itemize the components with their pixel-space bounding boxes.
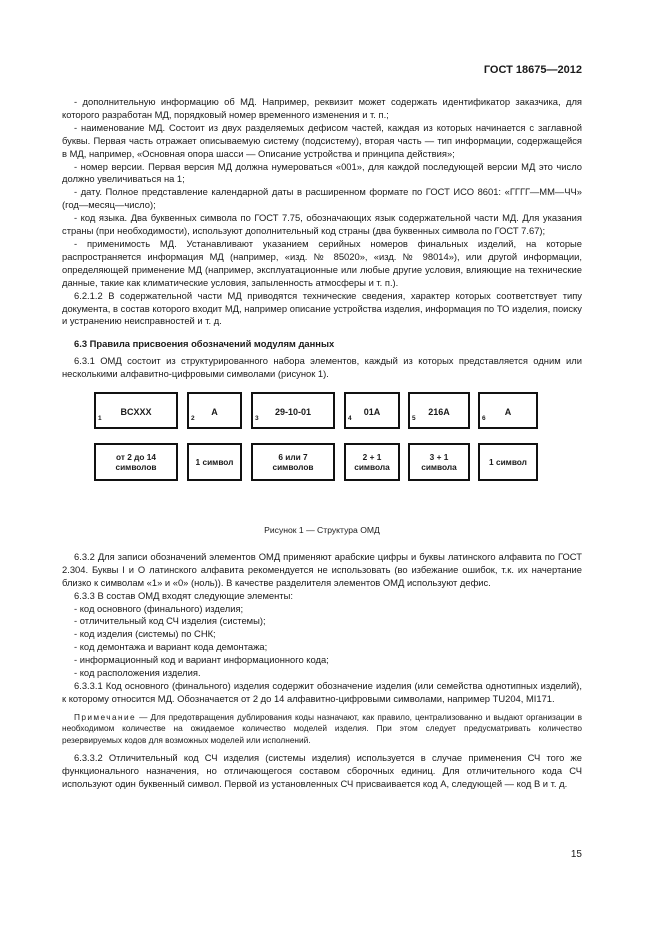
cell-desc: [96, 452, 176, 472]
desc-line: 1 символ: [489, 457, 527, 468]
omd-structure-figure: [62, 389, 582, 514]
cell-number: 1: [98, 415, 102, 423]
cell-number: 4: [348, 415, 352, 423]
desc-line: 2 + 1: [362, 452, 382, 463]
desc-line: символов: [272, 462, 314, 473]
figure-cell-location-code: [478, 392, 538, 429]
standard-code-header: ГОСТ 18675—2012: [483, 64, 582, 76]
desc-line: символа: [354, 462, 390, 473]
cell-desc: [189, 457, 240, 467]
cell-number: 6: [482, 415, 486, 423]
note-label: Примечание: [74, 711, 137, 722]
cell-value: A: [211, 407, 218, 418]
desc-line: от 2 до 14: [115, 452, 157, 463]
cell-value: A: [504, 407, 512, 418]
cell-value: 01A: [363, 407, 381, 418]
note: [62, 712, 582, 747]
paragraph: - применимость МД. Устанавливают указанием серийных номеров финальных изделий, на которые распространяется информация МД (например, «изд. № 85020», «изд. № 98014»), или другой информации, определяющей применение МД (например, эксплуатационные или любые другие условия, влияющие на технические данные, такие как климатические условия, запыленность атмосферы и т. п.).: [62, 237, 582, 288]
cell-value: 216A: [428, 407, 450, 418]
figure-cell-desc: [478, 443, 538, 481]
document-body: [62, 96, 582, 791]
paragraph: 6.3.3.1 Код основного (финального) изделия содержит обозначение изделия (или семейства однотипных изделий), к которому относится МД. Обозначается от 2 до 14 алфавитно-цифровыми символами, например TU204, MI171.: [62, 680, 582, 704]
figure-cell-product-code: [94, 392, 178, 429]
list-item: - код основного (финального) изделия;: [74, 602, 244, 614]
paragraph: 6.3.3.2 Отличительный код СЧ изделия (системы изделия) используется в случае применения СЧ того же функционального назначения, но отличающегося составом сборочных единиц. Для отличительного кода СЧ используют один буквенный символ. Первой из установленных СЧ присваивается код А, следующей — код В и т. д.: [62, 752, 582, 790]
desc-line: символа: [421, 462, 457, 473]
figure-cell-info-code: [408, 392, 470, 429]
paragraph: - номер версии. Первая версия МД должна нумероваться «001», для каждой последующей версии МД это число должно увеличиваться на 1;: [62, 160, 582, 185]
cell-number: 2: [191, 415, 195, 423]
cell-desc: [410, 452, 468, 472]
cell-number: 3: [255, 415, 259, 423]
page-number: 15: [570, 849, 582, 860]
figure-cell-system-code: [187, 392, 242, 429]
cell-desc: [480, 457, 536, 467]
cell-value: BCXXX: [120, 407, 152, 418]
cell-desc: [253, 452, 333, 472]
note-text: — Для предотвращения дублирования коды назначают, как правило, централизованно и выдают организации в необходимом количестве на ожидаемое количество моделей изделия. При этом следует предусматривать количество резервируемых кодов для возможных моделей или исполнений.: [62, 711, 582, 745]
list-item: - код расположения изделия.: [74, 667, 201, 679]
list-item: - код демонтажа и вариант кода демонтажа;: [74, 641, 268, 653]
figure-cell-disassembly-code: [344, 392, 400, 429]
figure-cell-desc: [251, 443, 335, 481]
desc-line: символов: [115, 462, 157, 473]
paragraph: - наименование МД. Состоит из двух разделяемых дефисом частей, каждая из которых начинается с заглавной буквы. Первая часть отражает описываемую систему (подсистему), вторая часть — тип информации, содержащейся в МД, например, «Основная опора шасси — Описание устройства и принципа действия»;: [62, 121, 582, 159]
figure-cell-desc: [344, 443, 400, 481]
desc-line: 3 + 1: [429, 452, 449, 463]
cell-value: 29-10-01: [274, 407, 312, 418]
paragraph: 6.3.3 В состав ОМД входят следующие элементы:: [74, 589, 293, 601]
cell-desc: [346, 452, 398, 472]
list-item: - код изделия (системы) по СНК;: [74, 628, 216, 640]
paragraph: - код языка. Два буквенных символа по ГОСТ 7.75, обозначающих язык содержательной части МД. Для указания страны (при необходимости), используют дополнительный код страны (два буквенных символа по ГОСТ 7.67);: [62, 212, 582, 237]
desc-line: 6 или 7: [278, 452, 308, 463]
paragraph: 6.3.1 ОМД состоит из структурированного набора элементов, каждый из которых представляется одним или несколькими алфавитно-цифровыми символами (рисунок 1).: [62, 355, 582, 380]
paragraph: - дату. Полное представление календарной даты в расширенном формате по ГОСТ ИСО 8601: «ГГГГ—ММ—ЧЧ» (год—месяц—число);: [62, 186, 582, 211]
paragraph: 6.2.1.2 В содержательной части МД приводятся технические сведения, характер которых соответствует типу документа, в состав которого входит МД, например описание устройства изделия, информация по ТО изделия, поиску и устранению неисправностей и т. д.: [62, 289, 582, 327]
figure-cell-snk-code: [251, 392, 335, 429]
desc-line: 1 символ: [195, 457, 234, 468]
figure-cell-desc: [94, 443, 178, 481]
paragraph: 6.3.2 Для записи обозначений элементов ОМД применяют арабские цифры и буквы латинского алфавита по ГОСТ 2.304. Буквы I и O латинского алфавита рекомендуется не использовать (во избежание ошибок, т.к. их начертание близко к символам «1» и «0» (ноль)). В качестве разделителя элементов ОМД используют дефис.: [62, 550, 582, 588]
list-item: - отличительный код СЧ изделия (системы);: [74, 615, 266, 627]
figure-cell-desc: [187, 443, 242, 481]
section-title: 6.3 Правила присвоения обозначений модулям данных: [74, 338, 335, 350]
figure-caption: Рисунок 1 — Структура ОМД: [264, 525, 380, 536]
figure-cell-desc: [408, 443, 470, 481]
paragraph: - дополнительную информацию об МД. Например, реквизит может содержать идентификатор заказчика, для которого разработан МД, порядковый номер временного изменения и т. п.;: [62, 96, 582, 120]
list-item: - информационный код и вариант информационного кода;: [74, 654, 329, 666]
cell-number: 5: [412, 415, 416, 423]
